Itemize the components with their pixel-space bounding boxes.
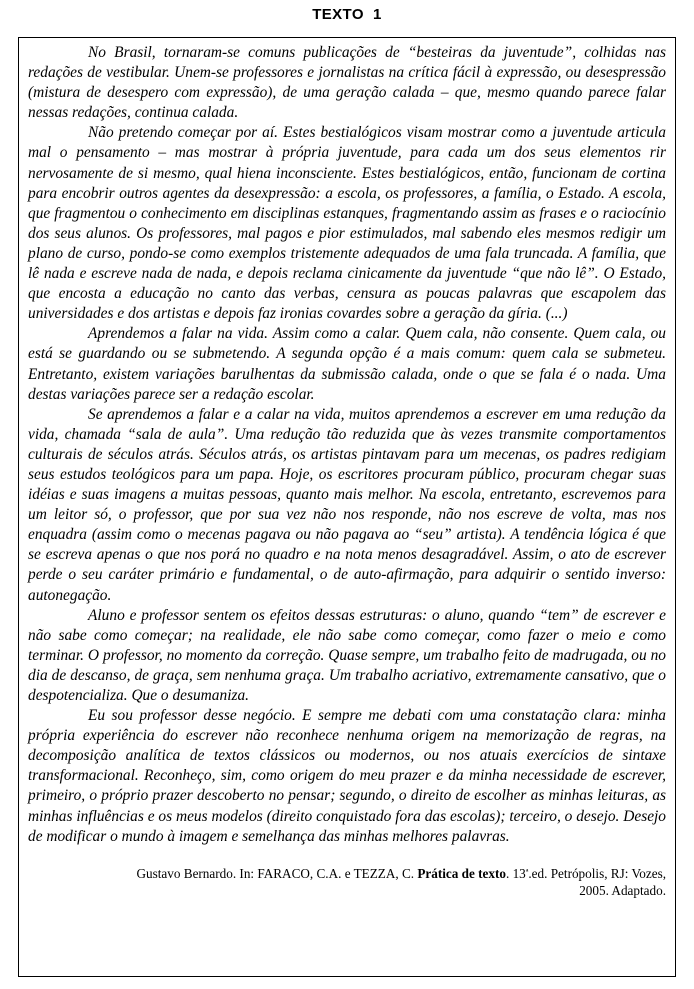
paragraph: Se aprendemos a falar e a calar na vida, muitos aprendemos a escrever em uma redução da vida, chamada “sala de aula”. Uma redução tão reduzida que às vezes transmite comportamentos culturais de séculos atrás. Séculos atrás, os artistas pintavam para um mecenas, os padres redigiam seus estudos teológicos para um papa. Hoje, os escritores procuram público, procuram chegar suas idéias e suas imagens a muitas pessoas, quanto mais melhor. Na escola, entretanto, escrevemos para um leitor só, o professor, que por sua vez não nos responde, não nos escreve de volta, mas nos enquadra (assim como o mecenas pagava ou não pagava ao “seu” artista). A tendência lógica é que se escreva apenas o que nos porá no quadro e na nota menos desagradável. Assim, o ato de escrever perde o seu caráter primário e fundamental, o de auto-afirmação, para adquirir o sentido inverso: autonegação.: [28, 405, 666, 604]
text-passage-box: [18, 37, 676, 977]
paragraph: Aluno e professor sentem os efeitos dessas estruturas: o aluno, quando “tem” de escrever e não sabe como começar; na realidade, ele não sabe como começar, como fazer o meio e como terminar. O professor, no momento da correção. Quase sempre, um trabalho feito de madrugada, ou no dia de descanso, de graça, sem nenhuma graça. Um trabalho acriativo, extremamente cansativo, que o despotencializa. Que o desumaniza.: [28, 606, 666, 704]
page-title: TEXTO 1: [312, 6, 382, 23]
ordinal-indicator: ª: [525, 868, 529, 879]
attribution-work-title: Prática de texto: [417, 865, 506, 881]
passage-body: [28, 43, 666, 847]
paragraph: Aprendemos a falar na vida. Assim como a calar. Quem cala, não consente. Quem cala, ou está se guardando ou se submetendo. A segunda opção é a mais comum: quem cala se submeteu. Entretanto, existem variações barulhentas da submissão calada, onde o que se fala é o nada. Uma destas variações parece ser a redação escolar.: [28, 325, 666, 403]
attribution-edition-prefix: . 13: [505, 865, 526, 881]
paragraph: No Brasil, tornaram-se comuns publicações de “besteiras da juventude”, colhidas nas redações de vestibular. Unem-se professores e jornalistas na crítica fácil à expressão, ou desespressão (mistura de desespero com expressão), de uma geração calada – que, mesmo quando parece falar nessas redações, continua calada.: [28, 44, 666, 122]
paragraph: Eu sou professor desse negócio. E sempre me debati com uma constatação clara: minha própria experiência do escrever não reconhece nenhuma origem na memorização de regras, na decomposição analítica de textos clássicos ou modernos, ou nos atuais exercícios de sintaxe transformacional. Reconheço, sim, como origem do meu prazer e da minha necessidade de escrever, primeiro, o próprio prazer descoberto no pensar; segundo, o direito de escolher as minhas leituras, as minhas influências e os meus modelos (direito conquistado fora das escolas); terceiro, o desejo. Desejo de modificar o mundo à imagem e semelhança das minhas melhores palavras.: [28, 707, 666, 845]
attribution-authors: Gustavo Bernardo. In: FARACO, C.A. e TEZZA, C.: [136, 865, 418, 881]
paragraph: Não pretendo começar por aí. Estes bestialógicos visam mostrar como a juventude articula mal o pensamento – mas mostrar à própria juventude, para cada um dos seus elementos rir nervosamente de si mesmo, qual hiena inconsciente. Estes bestialógicos, então, funcionam de cortina para encobrir outros agentes da desexpressão: a escola, os professores, a família, o Estado. A escola, que fragmentou o conhecimento em disciplinas estanques, fragmentando assim as frases e o raciocínio dos seus alunos. Os professores, mal pagos e pior estimulados, mal sabendo eles mesmos redigir um plano de curso, pondo-se como exemplos tristemente adequados de uma fala truncada. A família, que lê nada e escreve nada de nada, e depois reclama cinicamente da juventude “que não lê”. O Estado, que encosta a educação no canto das verbas, censura as poucas palavras que escapolem das universidades e dos artistas e depois faz ironias covardes sobre a geração da gíria. (...): [28, 124, 666, 323]
attribution-publisher: .ed. Petrópolis, RJ: Vozes, 2005. Adaptado.: [528, 865, 666, 898]
source-attribution: [28, 865, 666, 899]
